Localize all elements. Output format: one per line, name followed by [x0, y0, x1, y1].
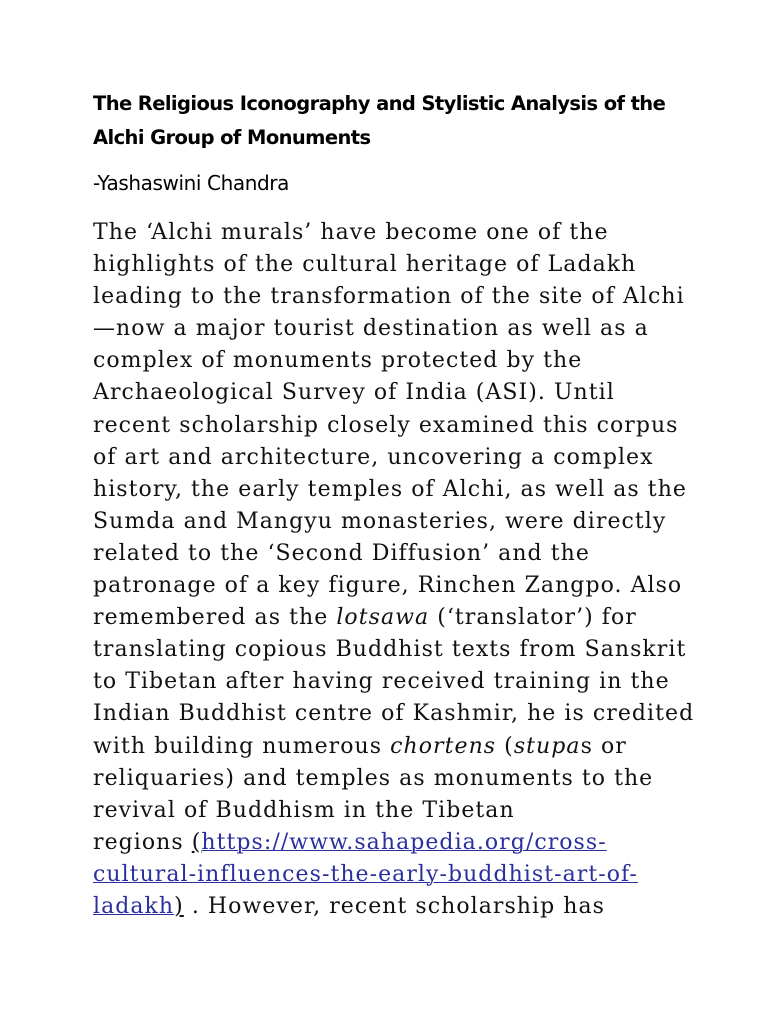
body-text-fragment: (: [496, 733, 514, 759]
body-text-fragment: remembered as the: [93, 605, 337, 631]
italic-term-chortens: chortens: [390, 733, 497, 759]
title-line-1: The Religious Iconography and Stylistic Analysis of the: [93, 92, 666, 115]
body-line: to Tibetan after having received training in the: [93, 669, 670, 695]
author-line: -Yashaswini Chandra: [93, 171, 289, 195]
body-line: [93, 827, 693, 859]
body-line: Sumda and Mangyu monasteries, were directly: [93, 508, 667, 534]
body-line: history, the early temples of Alchi, as well as the: [93, 476, 687, 502]
body-paragraph: [93, 217, 693, 923]
body-line: reliquaries) and temples as monuments to the: [93, 765, 654, 791]
body-line: related to the ‘Second Diffusion’ and the: [93, 540, 590, 566]
source-link-part-3[interactable]: ladakh: [93, 893, 175, 919]
body-text-fragment: s or: [580, 733, 627, 759]
body-line: [93, 891, 693, 923]
italic-term-lotsawa: lotsawa: [336, 605, 430, 631]
body-line: [93, 731, 693, 763]
body-line: —now a major tourist destination as well as a: [93, 316, 649, 342]
title-line-2: Alchi Group of Monuments: [93, 126, 371, 149]
italic-term-stupa: stupa: [513, 733, 581, 759]
link-paren-open: (: [191, 829, 202, 855]
body-text-fragment: with building numerous: [93, 733, 391, 759]
body-line: Indian Buddhist centre of Kashmir, he is credited: [93, 701, 695, 727]
body-line: Archaeological Survey of India (ASI). Until: [93, 380, 615, 406]
source-link-part-2[interactable]: cultural-influences-the-early-buddhist-art-of-: [93, 861, 638, 887]
body-line: leading to the transformation of the site of Alchi: [93, 284, 685, 310]
body-line: highlights of the cultural heritage of Ladakh: [93, 252, 637, 278]
body-line: The ‘Alchi murals’ have become one of the: [93, 220, 609, 245]
body-line: of art and architecture, uncovering a complex: [93, 444, 654, 470]
body-line: recent scholarship closely examined this corpus: [93, 412, 679, 438]
body-line: revival of Buddhism in the Tibetan: [93, 797, 515, 823]
body-line: complex of monuments protected by the: [93, 348, 583, 374]
body-text-fragment: regions: [93, 829, 192, 855]
body-line: [93, 859, 693, 891]
body-line: [93, 602, 693, 634]
body-text-fragment: . However, recent scholarship has: [183, 893, 606, 919]
source-link-part-1[interactable]: https://www.sahapedia.org/cross-: [201, 829, 607, 855]
body-line: translating copious Buddhist texts from Sanskrit: [93, 637, 687, 663]
body-line: patronage of a key figure, Rinchen Zangpo. Also: [93, 573, 683, 599]
body-text-fragment: (‘translator’) for: [429, 605, 637, 631]
link-paren-close: ): [174, 893, 184, 919]
document-title: [93, 87, 693, 155]
